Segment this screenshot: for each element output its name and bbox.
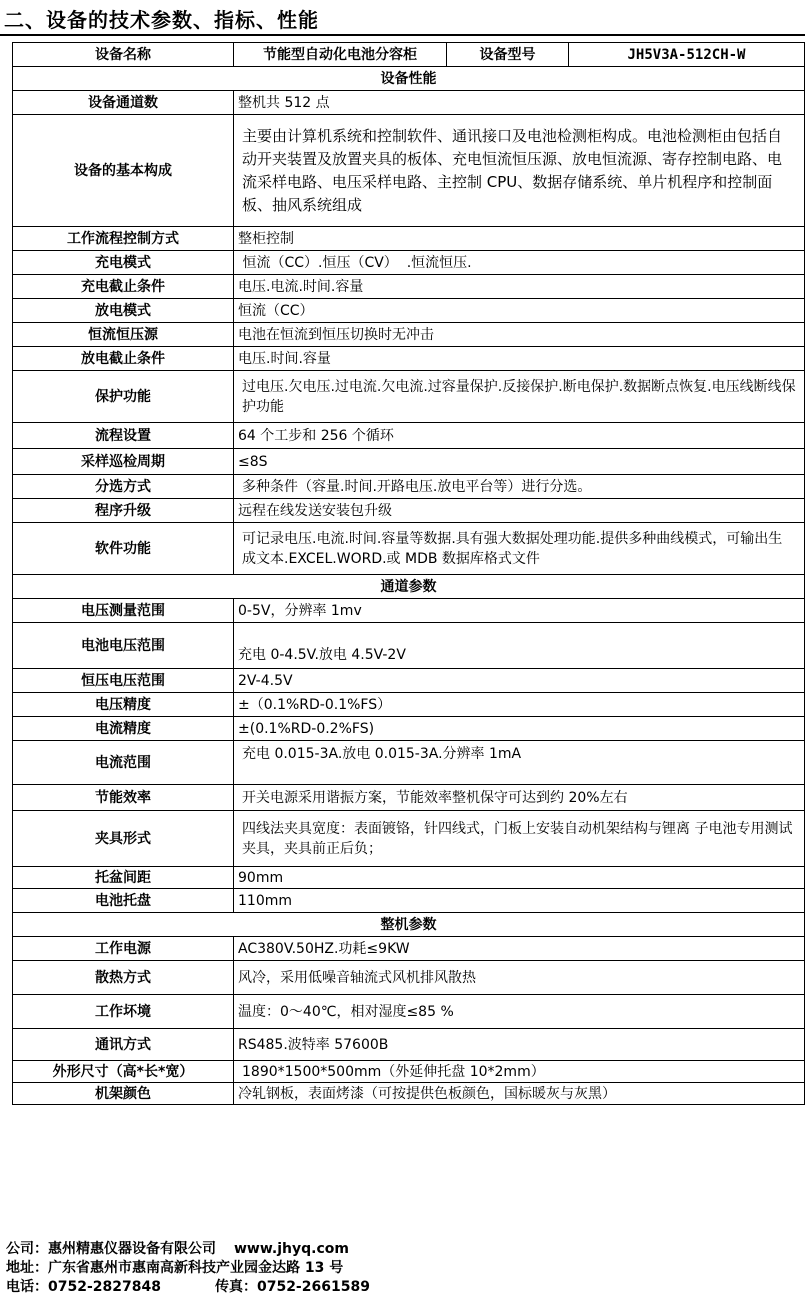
table-row bbox=[13, 669, 805, 693]
row-label: 通讯方式 bbox=[13, 1029, 234, 1061]
row-value: 整机共 512 点 bbox=[234, 91, 805, 115]
row-label: 软件功能 bbox=[13, 523, 234, 575]
table-row bbox=[13, 371, 805, 423]
row-value: 开关电源采用谐振方案，节能效率整机保守可达到约 20%左右 bbox=[234, 785, 805, 811]
device-model-label: 设备型号 bbox=[447, 43, 569, 67]
fax-value: 0752-2661589 bbox=[256, 1279, 370, 1295]
row-value: 恒流（CC） bbox=[234, 299, 805, 323]
row-label: 工作坏境 bbox=[13, 995, 234, 1029]
row-label: 设备的基本构成 bbox=[13, 115, 234, 227]
row-value: 主要由计算机系统和控制软件、通讯接口及电池检测柜构成。电池检测柜由包括自动开夹装置及放置夹具的板体、充电恒流恒压源、放电恒流源、寄存控制电路、电流采样电路、电压采样电路、主控制 CPU、数据存储系统、单片机程序和控制面板、抽风系统组成 bbox=[234, 115, 805, 227]
row-value: 90mm bbox=[234, 867, 805, 889]
row-value: 远程在线发送安装包升级 bbox=[234, 499, 805, 523]
row-label: 工作电源 bbox=[13, 937, 234, 961]
device-name-value: 节能型自动化电池分容柜 bbox=[234, 43, 447, 67]
section-channel: 通道参数 bbox=[13, 575, 805, 599]
row-value: 0-5V，分辨率 1mv bbox=[234, 599, 805, 623]
table-row bbox=[13, 523, 805, 575]
table-row bbox=[13, 961, 805, 995]
fax-label: 传真： bbox=[214, 1279, 257, 1295]
row-value: 2V-4.5V bbox=[234, 669, 805, 693]
phone-line bbox=[6, 1278, 370, 1297]
table-row bbox=[13, 811, 805, 867]
row-value: 风冷，采用低噪音轴流式风机排风散热 bbox=[234, 961, 805, 995]
row-label: 充电模式 bbox=[13, 251, 234, 275]
row-label: 电流范围 bbox=[13, 741, 234, 785]
row-label: 夹具形式 bbox=[13, 811, 234, 867]
row-value: 电压.时间.容量 bbox=[234, 347, 805, 371]
table-row bbox=[13, 499, 805, 523]
header-row bbox=[13, 43, 805, 67]
row-label: 充电截止条件 bbox=[13, 275, 234, 299]
table-row bbox=[13, 1083, 805, 1105]
row-label: 电池电压范围 bbox=[13, 623, 234, 669]
device-model-value: JH5V3A-512CH-W bbox=[569, 43, 805, 67]
row-label: 散热方式 bbox=[13, 961, 234, 995]
row-label: 工作流程控制方式 bbox=[13, 227, 234, 251]
table-row bbox=[13, 275, 805, 299]
row-value: ≤8S bbox=[234, 449, 805, 475]
website-link[interactable]: www.jhyq.com bbox=[234, 1241, 349, 1257]
table-row bbox=[13, 937, 805, 961]
row-label: 电压精度 bbox=[13, 693, 234, 717]
row-value: 四线法夹具宽度：表面镀铬，针四线式，门板上安装自动机架结构与锂离 子电池专用测试夹具，夹具前正后负； bbox=[234, 811, 805, 867]
row-label: 电压测量范围 bbox=[13, 599, 234, 623]
table-row bbox=[13, 91, 805, 115]
address-line bbox=[6, 1259, 370, 1278]
row-label: 恒流恒压源 bbox=[13, 323, 234, 347]
row-label: 放电模式 bbox=[13, 299, 234, 323]
row-value: 过电压.欠电压.过电流.欠电流.过容量保护.反接保护.断电保护.数据断点恢复.电压线断线保护功能 bbox=[234, 371, 805, 423]
row-value: ±(0.1%RD-0.2%FS) bbox=[234, 717, 805, 741]
table-row bbox=[13, 347, 805, 371]
page-title: 二、设备的技术参数、指标、性能 bbox=[4, 8, 319, 32]
row-value: 充电 0-4.5V.放电 4.5V-2V bbox=[234, 623, 805, 669]
table-row bbox=[13, 785, 805, 811]
table-row bbox=[13, 1061, 805, 1083]
row-label: 节能效率 bbox=[13, 785, 234, 811]
table-row bbox=[13, 1029, 805, 1061]
row-value: 64 个工步和 256 个循环 bbox=[234, 423, 805, 449]
row-value: 温度：0～40℃，相对湿度≤85 % bbox=[234, 995, 805, 1029]
row-label: 电池托盘 bbox=[13, 889, 234, 913]
table-row bbox=[13, 449, 805, 475]
row-label: 外形尺寸（高*长*宽） bbox=[13, 1061, 234, 1083]
table-row bbox=[13, 599, 805, 623]
table-row bbox=[13, 227, 805, 251]
row-label: 保护功能 bbox=[13, 371, 234, 423]
title-divider bbox=[0, 34, 805, 36]
company-line bbox=[6, 1240, 370, 1259]
row-label: 放电截止条件 bbox=[13, 347, 234, 371]
row-label: 程序升级 bbox=[13, 499, 234, 523]
row-label: 流程设置 bbox=[13, 423, 234, 449]
table-row bbox=[13, 741, 805, 785]
table-row bbox=[13, 867, 805, 889]
row-label: 电流精度 bbox=[13, 717, 234, 741]
table-row bbox=[13, 299, 805, 323]
row-value: 充电 0.015-3A.放电 0.015-3A.分辨率 1mA bbox=[234, 741, 805, 785]
row-label: 托盆间距 bbox=[13, 867, 234, 889]
row-value: 可记录电压.电流.时间.容量等数据.具有强大数据处理功能.提供多种曲线模式，可输出生成文本.EXCEL.WORD.或 MDB 数据库格式文件 bbox=[234, 523, 805, 575]
table-row bbox=[13, 889, 805, 913]
row-value: RS485.波特率 57600B bbox=[234, 1029, 805, 1061]
spec-table bbox=[12, 42, 805, 1105]
row-label: 机架颜色 bbox=[13, 1083, 234, 1105]
table-row bbox=[13, 475, 805, 499]
row-value: 恒流（CC）.恒压（CV） .恒流恒压. bbox=[234, 251, 805, 275]
table-row bbox=[13, 995, 805, 1029]
address-label: 地址： bbox=[6, 1260, 48, 1276]
row-value: ±（0.1%RD-0.1%FS） bbox=[234, 693, 805, 717]
row-value: 1890*1500*500mm（外延伸托盘 10*2mm） bbox=[234, 1061, 805, 1083]
address-value: 广东省惠州市惠南高新科技产业园金达路 13 号 bbox=[48, 1260, 344, 1276]
device-name-label: 设备名称 bbox=[13, 43, 234, 67]
row-value: 110mm bbox=[234, 889, 805, 913]
section-performance: 设备性能 bbox=[13, 67, 805, 91]
row-value: 整柜控制 bbox=[234, 227, 805, 251]
table-row bbox=[13, 251, 805, 275]
phone-value: 0752-2827848 bbox=[48, 1279, 161, 1295]
row-value: 电池在恒流到恒压切换时无冲击 bbox=[234, 323, 805, 347]
row-label: 恒压电压范围 bbox=[13, 669, 234, 693]
row-value: 多种条件（容量.时间.开路电压.放电平台等）进行分选。 bbox=[234, 475, 805, 499]
section-machine: 整机参数 bbox=[13, 913, 805, 937]
table-row bbox=[13, 323, 805, 347]
row-value: 电压.电流.时间.容量 bbox=[234, 275, 805, 299]
company-label: 公司： bbox=[6, 1241, 48, 1257]
table-row bbox=[13, 115, 805, 227]
row-label: 采样巡检周期 bbox=[13, 449, 234, 475]
phone-label: 电话： bbox=[6, 1279, 48, 1295]
contact-footer bbox=[6, 1240, 370, 1297]
table-row bbox=[13, 623, 805, 669]
row-value: 冷轧钢板，表面烤漆（可按提供色板颜色，国标暖灰与灰黑） bbox=[234, 1083, 805, 1105]
row-label: 分选方式 bbox=[13, 475, 234, 499]
row-value: AC380V.50HZ.功耗≤9KW bbox=[234, 937, 805, 961]
company-name: 惠州精惠仪器设备有限公司 bbox=[48, 1241, 216, 1257]
row-label: 设备通道数 bbox=[13, 91, 234, 115]
table-row bbox=[13, 693, 805, 717]
table-row bbox=[13, 423, 805, 449]
table-row bbox=[13, 717, 805, 741]
